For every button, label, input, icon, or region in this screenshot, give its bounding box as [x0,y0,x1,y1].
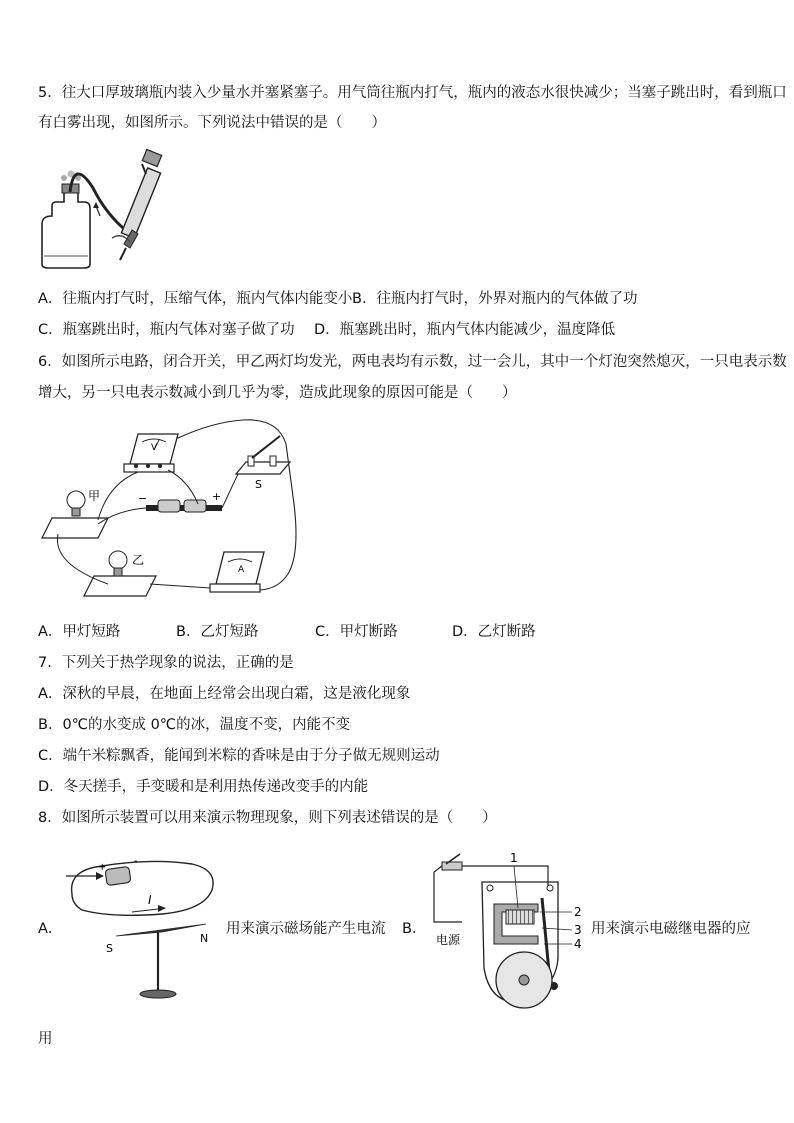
q8-figure-b-relay [428,848,592,1010]
lamp-jia-label: 甲 [88,489,101,503]
q6-option-d: D．乙灯断路 [452,624,536,640]
battery-plus-label: + [212,490,222,503]
q5-option-c: C．瓶塞跳出时，瓶内气体对塞子做了功 [38,322,295,338]
electromagnet-icon [494,904,538,944]
q7-option-a: A．深秋的早晨，在地面上经常会出现白霜，这是液化现象 [38,686,411,702]
part-label-2: 2 [574,905,582,919]
part-label-3: 3 [574,923,582,937]
q8-option-b-text: 用来演示电磁继电器的应 [591,921,751,937]
cell-plus-label: + [98,862,107,873]
q6-option-c: C．甲灯断路 [315,624,398,640]
ammeter-icon [210,552,264,592]
q5-figure-bottle-pump [38,148,168,273]
power-source-label: 电源 [436,933,461,947]
needle-south-label: S [106,942,113,955]
q8-stem: 8．如图所示装置可以用来演示物理现象，则下列表述错误的是（ ） [38,810,497,826]
q5-option-b: B．往瓶内打气时，外界对瓶内的气体做了功 [352,291,638,307]
cell-minus-label: - [134,856,138,867]
q5-stem-line1: 5．往大口厚玻璃瓶内装入少量水并塞紧塞子。用气筒往瓶内打气，瓶内的液态水很快减少；当塞子跳出时，看到瓶口 [38,85,787,101]
q6-figure-circuit [38,414,300,604]
switch-label: S [255,478,262,491]
bell-icon [496,952,552,1008]
switch-icon [442,854,462,870]
q8-figure-a-oersted [62,852,222,1002]
current-label: I [148,893,152,907]
voltmeter-label: V [151,443,158,453]
ammeter-label: A [238,565,245,575]
q6-option-b: B．乙灯短路 [176,624,259,640]
q5-stem-line2: 有白雾出现，如图所示。下列说法中错误的是（ ） [38,115,386,131]
q8-option-b-letter: B． [402,921,427,937]
needle-north-label: N [200,932,209,945]
q7-stem: 7．下列关于热学现象的说法，正确的是 [38,655,294,671]
voltmeter-icon [124,434,178,472]
magnetic-needle-icon [116,924,209,998]
battery-minus-label: − [138,492,148,505]
switch-icon [236,436,290,474]
q7-option-c: C．端午米粽飘香，能闻到米粽的香味是由于分子做无规则运动 [38,748,440,764]
lamp-yi-label: 乙 [132,553,145,567]
lamp-yi-icon [84,551,156,596]
q8-option-a-text: 用来演示磁场能产生电流 [226,921,386,937]
q5-option-d: D．瓶塞跳出时，瓶内气体内能减少，温度降低 [314,322,616,338]
battery-icon [146,500,222,512]
q6-option-a: A．甲灯短路 [38,624,121,640]
part-label-4: 4 [574,937,582,951]
q7-option-d: D．冬天搓手，手变暖和是利用热传递改变手的内能 [38,779,369,795]
q6-stem-line1: 6．如图所示电路，闭合开关，甲乙两灯均发光，两电表均有示数，过一会儿，其中一个灯泡突然熄灭，一只电表示数 [38,354,787,370]
q5-option-a: A．往瓶内打气时，压缩气体，瓶内气体内能变小 [38,291,353,307]
part-label-1: 1 [510,851,518,865]
q7-option-b: B．0℃的水变成 0℃的冰，温度不变，内能不变 [38,717,351,733]
battery-icon [105,866,131,885]
q8-option-a-letter: A． [38,921,63,937]
q8-option-b-continuation: 用 [38,1031,53,1047]
q6-stem-line2: 增大，另一只电表示数减小到几乎为零，造成此现象的原因可能是（ ） [38,385,517,401]
